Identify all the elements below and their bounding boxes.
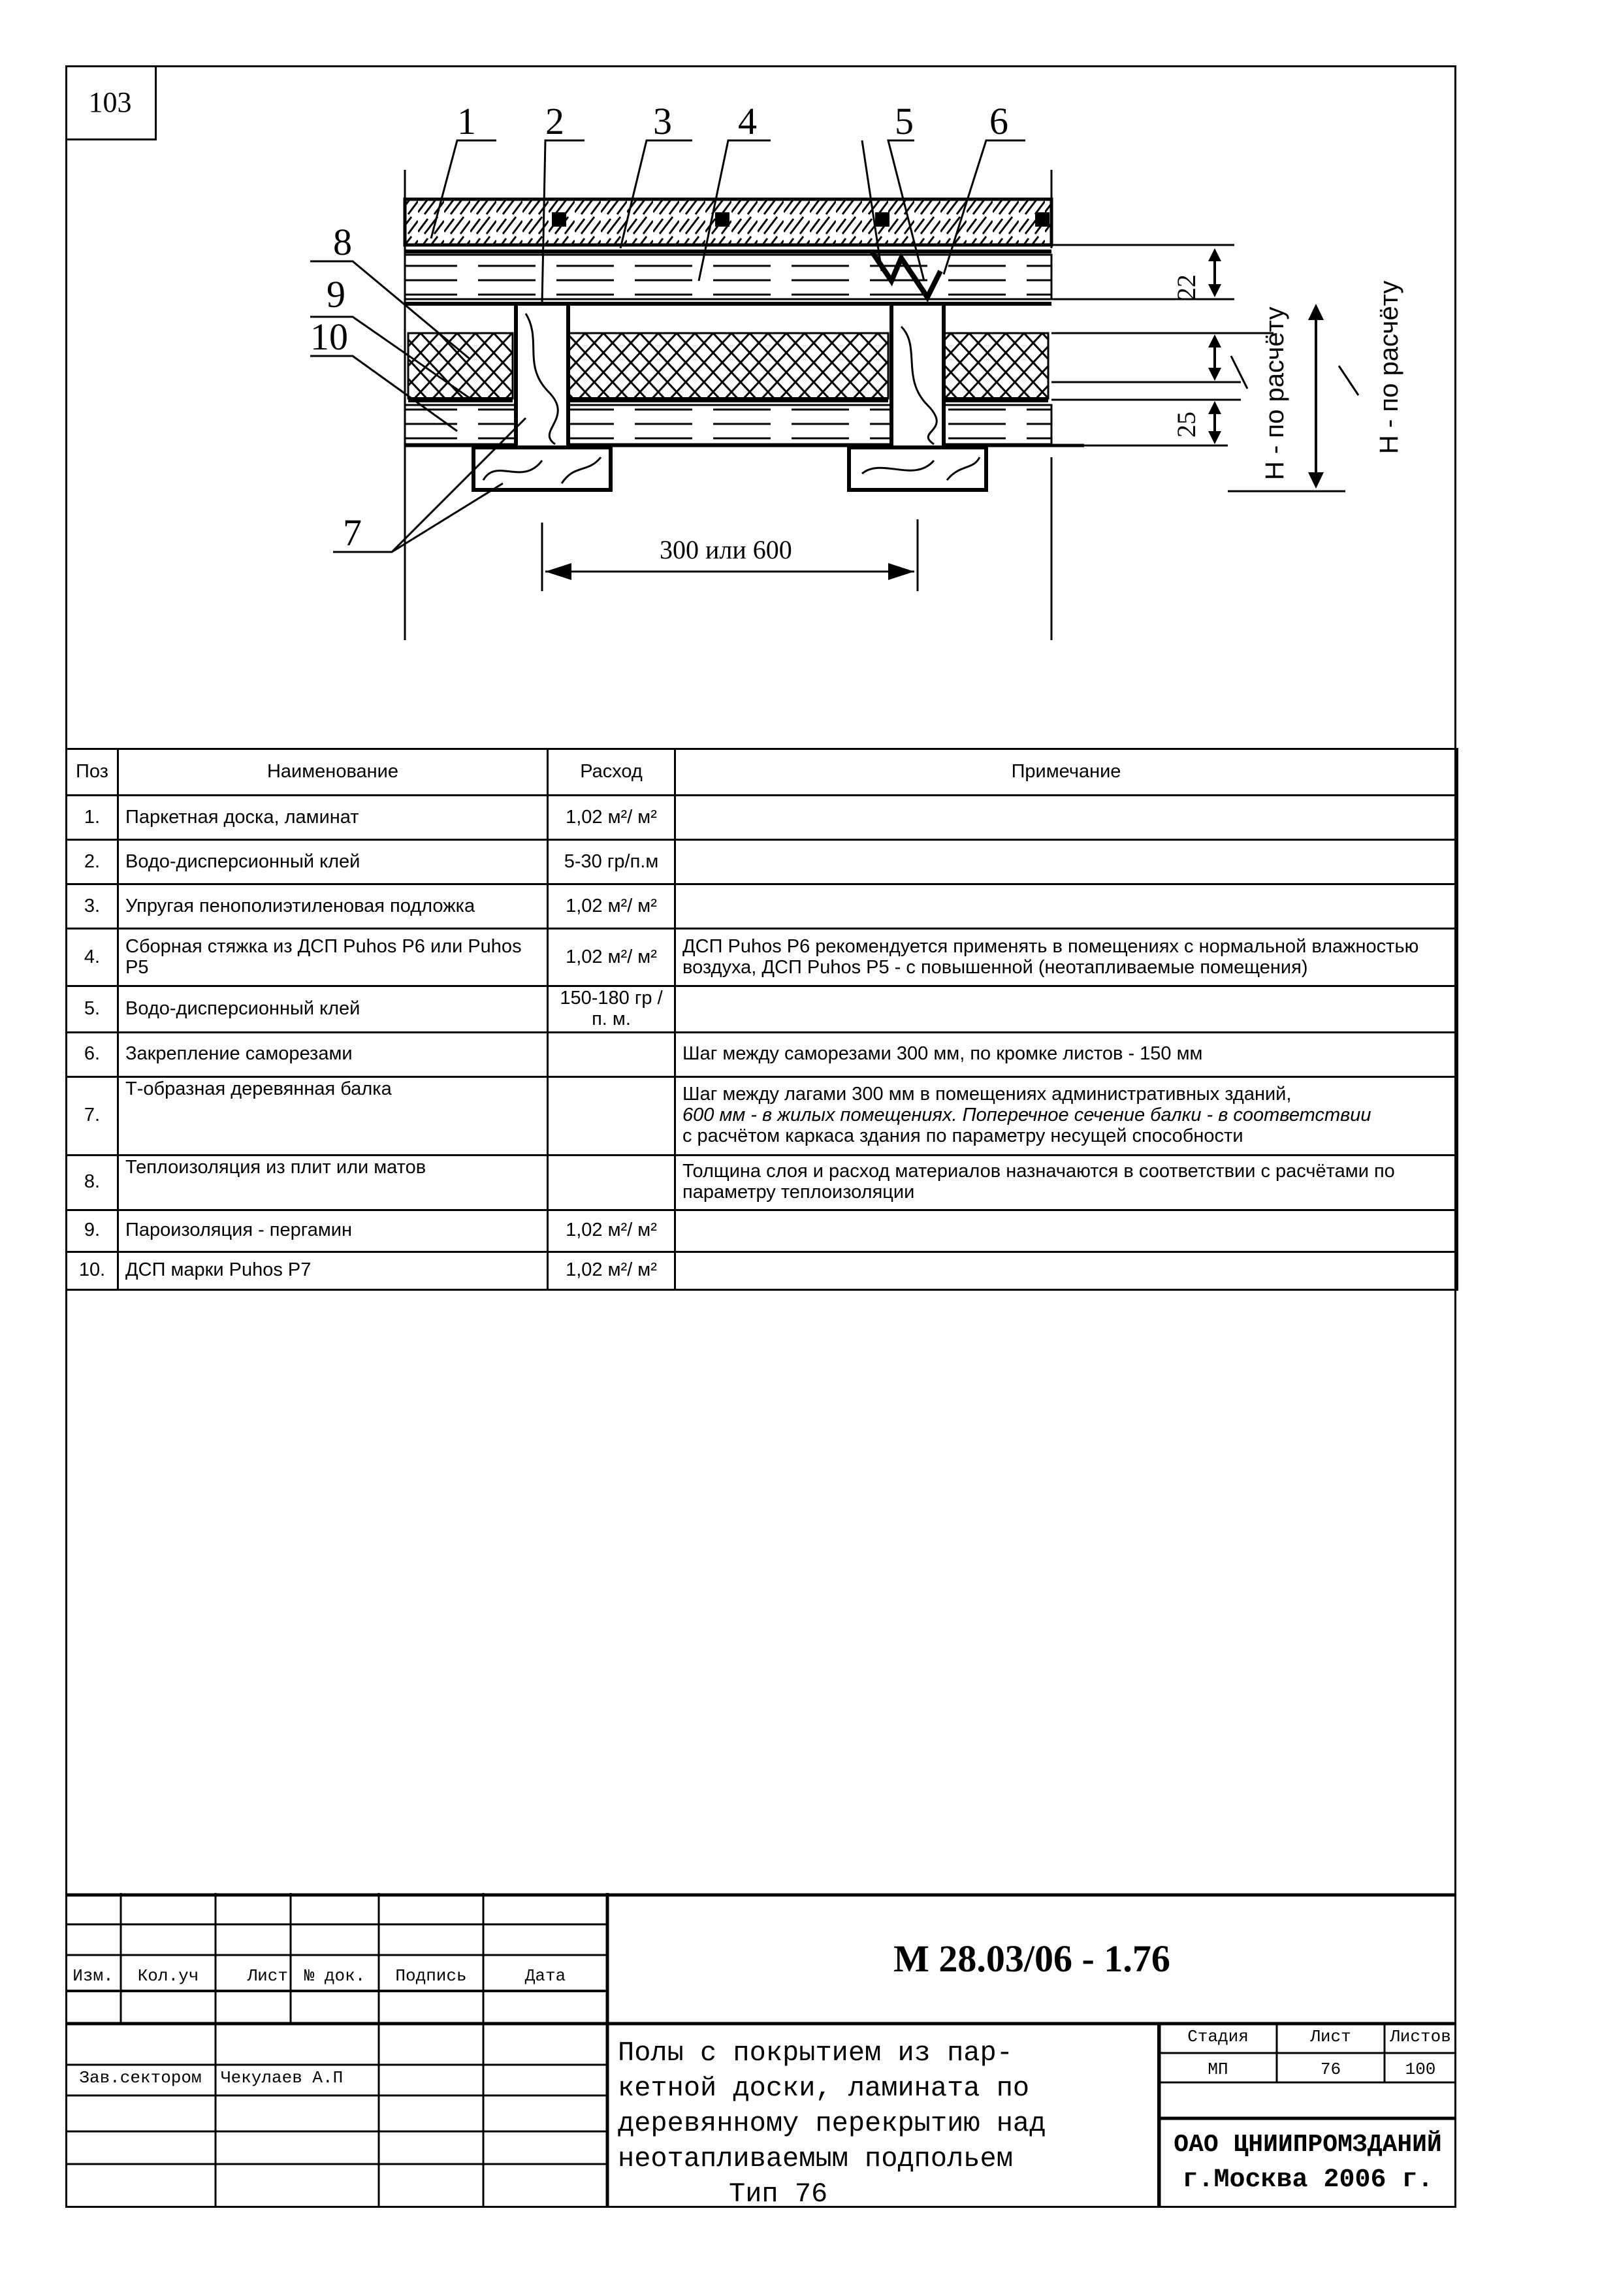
lower-board <box>405 405 1051 444</box>
dim-25-label: 25 <box>1172 412 1201 438</box>
callout-4: 4 <box>738 100 757 142</box>
row-rate: 1,02 м²/ м² <box>548 884 675 929</box>
organization-city: г.Москва 2006 г. <box>1182 2165 1434 2195</box>
person-name: Чекулаев А.П <box>221 2068 344 2088</box>
row-pos: 3. <box>67 884 118 929</box>
sheets-value: 100 <box>1405 2060 1436 2079</box>
callout-2: 2 <box>545 100 564 142</box>
row-rate: 1,02 м²/ м² <box>548 1252 675 1289</box>
title-line-2: кетной доски, ламината по <box>618 2073 1030 2104</box>
row-note: ДСП Puhos P6 рекомендуется применять в помещениях с нормальной влажностью воздуха, ДСП Puhos P5 - с повышенной (неотапливаемые помещения) <box>675 929 1458 986</box>
col-header-izm: Изм. <box>72 1966 114 1986</box>
col-header-kol: Кол.уч <box>137 1966 199 1986</box>
row-note <box>675 796 1458 840</box>
table-row <box>67 1252 1458 1289</box>
callout-9: 9 <box>327 273 345 315</box>
floor-section-drawing <box>0 0 1602 745</box>
table-row <box>67 1210 1458 1252</box>
row-name: Паркетная доска, ламинат <box>118 796 548 840</box>
row-note-line1: Шаг между лагами 300 мм в помещениях административных зданий, <box>682 1084 1292 1105</box>
insulation-right <box>944 333 1048 398</box>
table-row <box>67 884 1458 929</box>
row-pos: 2. <box>67 840 118 884</box>
table-row <box>67 1076 1458 1155</box>
specification-table <box>65 748 1458 1291</box>
dim-h-outer-label: H - по расчёту <box>1375 280 1403 454</box>
col-header-sign: Подпись <box>395 1966 467 1986</box>
title-block <box>65 1893 1456 2208</box>
header-name: Наименование <box>118 749 548 796</box>
row-note <box>675 1076 1458 1155</box>
callout-8: 8 <box>333 221 352 263</box>
title-line-3: деревянному перекрытию над <box>618 2108 1046 2139</box>
row-name: Упругая пенополиэтиленовая подложка <box>118 884 548 929</box>
row-note <box>675 1210 1458 1252</box>
row-note: Толщина слоя и расход материалов назначаются в соответствии с расчётами по параметру теплоизоляции <box>675 1155 1458 1210</box>
title-line-4: неотапливаемым подпольем <box>618 2143 1013 2175</box>
title-line-1: Полы с покрытием из пар- <box>618 2037 1013 2069</box>
header-pos: Поз <box>67 749 118 796</box>
row-rate: 1,02 м²/ м² <box>548 796 675 840</box>
beam-flange-left <box>473 447 611 490</box>
table-row <box>67 1032 1458 1076</box>
dim-h-inner-label: H - по расчёту <box>1260 306 1289 480</box>
row-name: Сборная стяжка из ДСП Puhos P6 или Puhos P5 <box>118 929 548 986</box>
callout-10: 10 <box>310 315 348 358</box>
row-rate: 1,02 м²/ м² <box>548 1210 675 1252</box>
row-rate <box>548 1032 675 1076</box>
document-code: М 28.03/06 - 1.76 <box>893 1937 1170 1980</box>
row-name: Закрепление саморезами <box>118 1032 548 1076</box>
row-name: Т-образная деревянная балка <box>118 1076 548 1155</box>
row-note <box>675 1252 1458 1289</box>
page-number: 103 <box>65 65 157 140</box>
row-note: Шаг между саморезами 300 мм, по кромке листов - 150 мм <box>675 1032 1458 1076</box>
organization <box>1159 2118 1456 2208</box>
table-row <box>67 796 1458 840</box>
row-rate: 150-180 гр /п. м. <box>548 986 675 1033</box>
row-pos: 6. <box>67 1032 118 1076</box>
dim-22-label: 22 <box>1172 274 1201 300</box>
stage-label: Стадия <box>1187 2027 1249 2046</box>
callout-3: 3 <box>653 100 672 142</box>
col-header-date: Дата <box>524 1966 566 1986</box>
row-rate: 1,02 м²/ м² <box>548 929 675 986</box>
header-note: Примечание <box>675 749 1458 796</box>
row-note-line3: с расчётом каркаса здания по параметру несущей способности <box>682 1125 1243 1147</box>
sheet-value: 76 <box>1320 2060 1341 2079</box>
row-name: Водо-дисперсионный клей <box>118 840 548 884</box>
callout-6: 6 <box>989 100 1008 142</box>
row-rate <box>548 1155 675 1210</box>
row-note <box>675 986 1458 1033</box>
dim-spacing-label: 300 или 600 <box>660 535 792 564</box>
row-note-line2: 600 мм - в жилых помещениях. Поперечное сечение балки - в соответствии <box>682 1105 1371 1126</box>
table-row <box>67 986 1458 1033</box>
beam-web-left <box>516 304 568 447</box>
col-header-list: Лист <box>247 1966 288 1986</box>
row-pos: 7. <box>67 1076 118 1155</box>
row-pos: 10. <box>67 1252 118 1289</box>
row-name: Пароизоляция - пергамин <box>118 1210 548 1252</box>
spec-header-row <box>67 749 1458 796</box>
sheet-label: Лист <box>1310 2027 1351 2046</box>
callout-7: 7 <box>343 511 362 554</box>
row-pos: 8. <box>67 1155 118 1210</box>
organization-name: ОАО ЦНИИПРОМЗДАНИЙ <box>1174 2131 1442 2159</box>
callout-1: 1 <box>457 100 476 142</box>
document-title <box>607 2024 1159 2208</box>
row-note <box>675 884 1458 929</box>
row-name: Теплоизоляция из плит или матов <box>118 1155 548 1210</box>
header-rate: Расход <box>548 749 675 796</box>
insulation-middle <box>568 333 888 398</box>
row-rate: 5-30 гр/п.м <box>548 840 675 884</box>
table-row <box>67 840 1458 884</box>
title-line-5: Тип 76 <box>729 2178 828 2210</box>
col-header-doc: № док. <box>304 1966 366 1986</box>
role-label: Зав.сектором <box>79 2068 202 2088</box>
stage-value: МП <box>1208 2060 1228 2079</box>
row-pos: 5. <box>67 986 118 1033</box>
row-note <box>675 840 1458 884</box>
sheets-label: Листов <box>1390 2027 1451 2046</box>
row-pos: 1. <box>67 796 118 840</box>
screed-layer <box>405 255 1051 299</box>
row-pos: 4. <box>67 929 118 986</box>
row-name: Водо-дисперсионный клей <box>118 986 548 1033</box>
callout-5: 5 <box>895 100 914 142</box>
row-rate <box>548 1076 675 1155</box>
table-row <box>67 929 1458 986</box>
row-pos: 9. <box>67 1210 118 1252</box>
row-name: ДСП марки Puhos P7 <box>118 1252 548 1289</box>
table-row <box>67 1155 1458 1210</box>
